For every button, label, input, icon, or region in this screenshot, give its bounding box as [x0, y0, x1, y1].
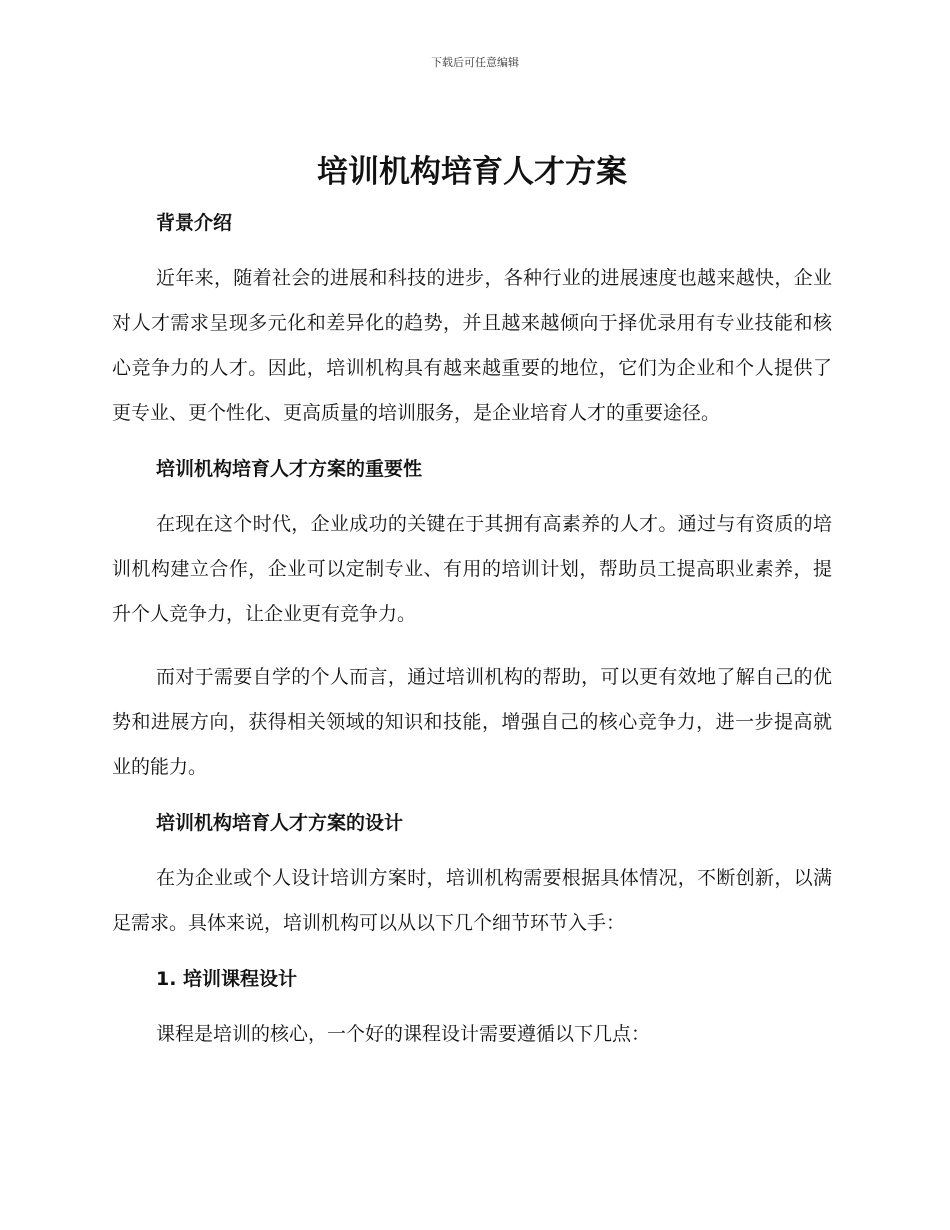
paragraph-course-design: 课程是培训的核心，一个好的课程设计需要遵循以下几点： [156, 1023, 651, 1045]
section-heading-importance: 培训机构培育人才方案的重要性 [156, 458, 423, 480]
paragraph-importance-individual: 而对于需要自学的个人而言，通过培训机构的帮助，可以更有效地了解自己的优势和进展方向，获得相关领域的知识和技能，增强自己的核心竞争力，进一步提高就业的能力。 [112, 666, 832, 778]
paragraph-background: 近年来，随着社会的进展和科技的进步，各种行业的进展速度也越来越快，企业对人才需求呈现多元化和差异化的趋势，并且越来越倾向于择优录用有专业技能和核心竞争力的人才。因此，培训机构具有越来越重要的地位，它们为企业和个人提供了更专业、更个性化、更高质量的培训服务，是企业培育人才的重要途径。 [112, 267, 832, 424]
page-header-note: 下载后可任意编辑 [431, 56, 519, 69]
section-heading-course-design: 1. 培训课程设计 [156, 968, 298, 990]
section-heading-background: 背景介绍 [156, 212, 233, 234]
paragraph-importance-enterprise: 在现在这个时代，企业成功的关键在于其拥有高素养的人才。通过与有资质的培训机构建立合作，企业可以定制专业、有用的培训计划，帮助员工提高职业素养，提升个人竞争力，让企业更有竞争力。 [112, 513, 832, 625]
document-title: 培训机构培育人才方案 [317, 154, 627, 190]
paragraph-design: 在为企业或个人设计培训方案时，培训机构需要根据具体情况，不断创新，以满足需求。具体来说，培训机构可以从以下几个细节环节入手： [112, 867, 832, 934]
document-body [112, 146, 832, 1057]
section-heading-design: 培训机构培育人才方案的设计 [156, 812, 404, 834]
